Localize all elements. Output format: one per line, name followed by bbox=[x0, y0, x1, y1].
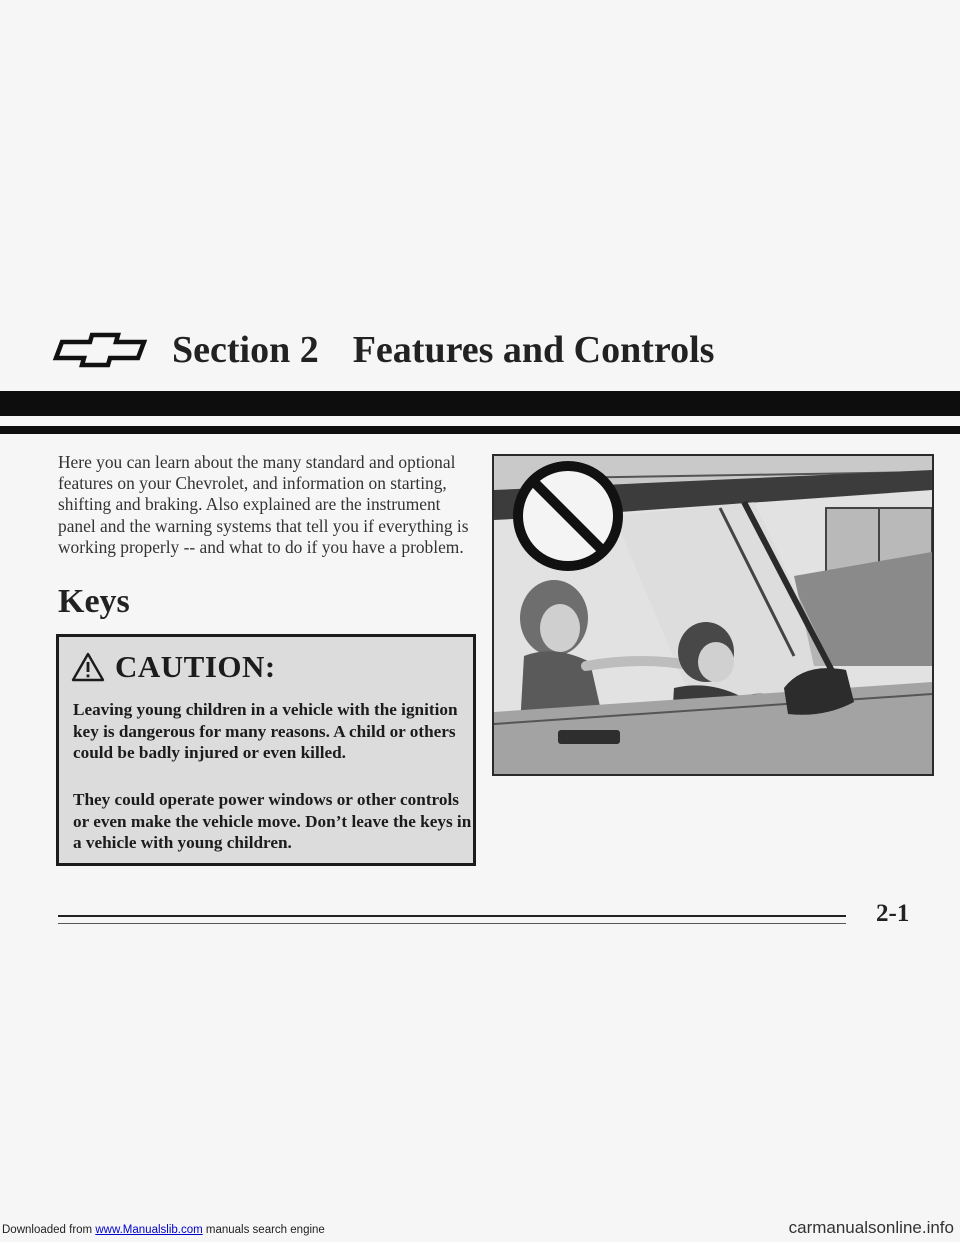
section-title: Features and Controls bbox=[352, 329, 715, 371]
section-header bbox=[46, 320, 906, 380]
watermark-text: carmanualsonline.info bbox=[788, 1218, 954, 1237]
manualslib-link[interactable]: www.Manualslib.com bbox=[95, 1224, 203, 1236]
children-in-car-illustration bbox=[492, 454, 934, 776]
page-number: 2-1 bbox=[876, 900, 910, 927]
header-band-thick bbox=[0, 391, 960, 416]
download-footer bbox=[2, 1224, 325, 1236]
intro-paragraph: Here you can learn about the many standard and optional features on your Chevrolet, and information on starting, shifting and braking. Also explained are the instrument panel and the warning systems that tell you if everything is working properly -- and what to do if you have a problem. bbox=[58, 452, 469, 557]
illustration-drawing bbox=[494, 456, 932, 774]
footer-prefix: Downloaded from bbox=[2, 1224, 96, 1236]
header-band-thin bbox=[0, 426, 960, 434]
keys-heading: Keys bbox=[58, 583, 130, 620]
caution-paragraph-1: Leaving young children in a vehicle with the ignition key is dangerous for many reasons. A child or others could be badly injured or even killed. bbox=[73, 700, 458, 763]
caution-box bbox=[56, 634, 476, 866]
prohibition-sign-icon bbox=[518, 466, 618, 566]
footer-rule-thin bbox=[58, 923, 846, 924]
footer-rule-thick bbox=[58, 915, 846, 917]
caution-paragraph-2: They could operate power windows or other controls or even make the vehicle move. Don’t leave the keys in a vehicle with young children. bbox=[73, 790, 472, 853]
warning-triangle-icon bbox=[71, 652, 105, 682]
caution-label: CAUTION: bbox=[115, 649, 276, 684]
footer-suffix: manuals search engine bbox=[202, 1224, 325, 1236]
chevrolet-bowtie-icon bbox=[46, 330, 158, 370]
caution-header bbox=[71, 649, 276, 685]
section-label: Section 2 bbox=[172, 329, 319, 371]
